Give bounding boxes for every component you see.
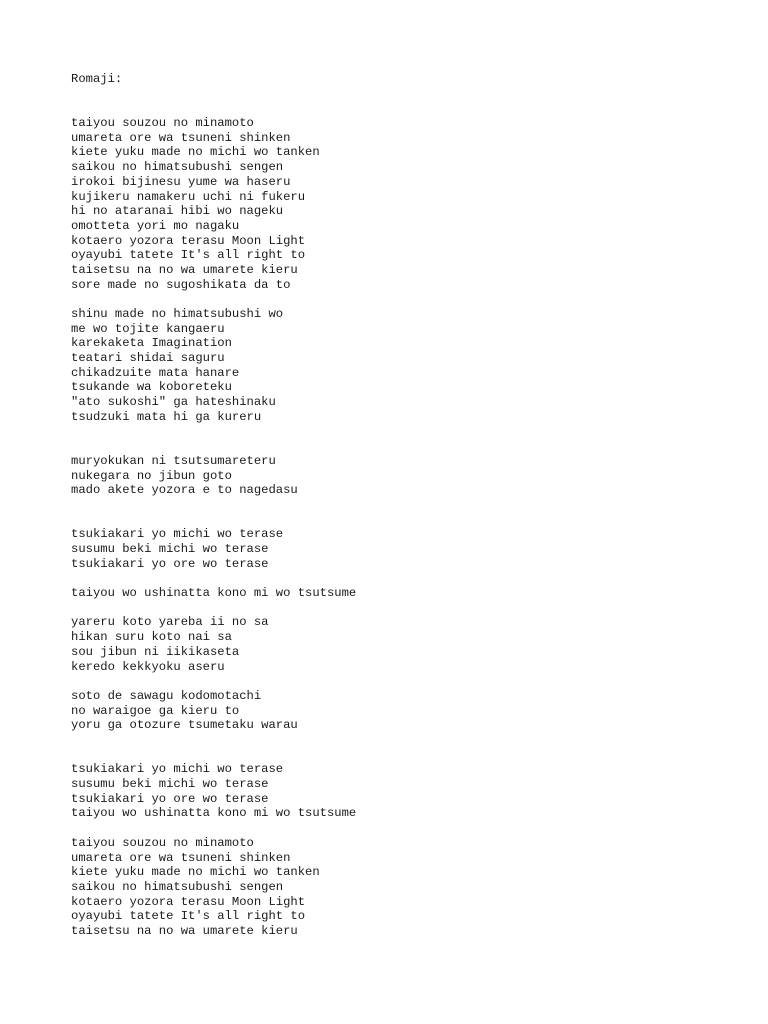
lyric-line: sore made no sugoshikata da to [71,277,291,292]
stanza [71,116,751,292]
lyric-line: saikou no himatsubushi sengen [71,879,284,894]
lyric-line: taiyou souzou no minamoto [71,116,254,131]
stanza [71,762,751,821]
lyric-line: kiete yuku made no michi wo tanken [71,865,320,880]
lyric-line: tsukiakari yo ore wo terase [71,791,269,806]
lyric-line: me wo tojite kangaeru [71,321,225,336]
lyric-line: taiyou souzou no minamoto [71,835,254,850]
lyric-line: shinu made no himatsubushi wo [71,307,284,322]
lyrics-document [71,72,751,939]
stanza [71,615,751,674]
lyric-line: keredo kekkyoku aseru [71,659,225,674]
lyric-line: tsukiakari yo ore wo terase [71,556,269,571]
stanza [71,454,751,498]
lyric-line: tsukande wa koboreteku [71,380,232,395]
lyric-line: taiyou wo ushinatta kono mi wo tsutsume [71,586,357,601]
lyric-line: umareta ore wa tsuneni shinken [71,130,291,145]
lyric-line: sou jibun ni iikikaseta [71,644,240,659]
document-heading: Romaji: [71,72,123,86]
lyric-line: saikou no himatsubushi sengen [71,160,284,175]
lyric-line: kiete yuku made no michi wo tanken [71,145,320,160]
stanza [71,586,751,601]
lyrics-body [71,116,751,939]
lyric-line: yareru koto yareba ii no sa [71,615,269,630]
lyric-line: taiyou wo ushinatta kono mi wo tsutsume [71,806,357,821]
lyric-line: susumu beki michi wo terase [71,542,269,557]
lyric-line: yoru ga otozure tsumetaku warau [71,718,298,733]
lyric-line: oyayubi tatete It's all right to [71,909,306,924]
stanza [71,527,751,571]
lyric-line: tsudzuki mata hi ga kureru [71,409,262,424]
lyric-line: kujikeru namakeru uchi ni fukeru [71,189,306,204]
lyric-line: teatari shidai saguru [71,351,225,366]
lyric-line: tsukiakari yo michi wo terase [71,762,284,777]
stanza [71,307,751,425]
lyric-line: oyayubi tatete It's all right to [71,248,306,263]
lyric-line: susumu beki michi wo terase [71,777,269,792]
lyric-line: kotaero yozora terasu Moon Light [71,894,306,909]
lyric-line: soto de sawagu kodomotachi [71,688,262,703]
lyric-line: taisetsu na no wa umarete kieru [71,923,298,938]
lyric-line: hikan suru koto nai sa [71,630,232,645]
lyric-line: taisetsu na no wa umarete kieru [71,262,298,277]
lyric-line: nukegara no jibun goto [71,468,232,483]
lyric-line: irokoi bijinesu yume wa haseru [71,174,291,189]
lyric-line: muryokukan ni tsutsumareteru [71,453,276,468]
stanza [71,689,751,733]
lyric-line: karekaketa Imagination [71,336,232,351]
lyric-line: kotaero yozora terasu Moon Light [71,233,306,248]
lyric-line: "ato sukoshi" ga hateshinaku [71,395,276,410]
lyric-line: mado akete yozora e to nagedasu [71,483,298,498]
lyric-line: omotteta yori mo nagaku [71,218,240,233]
stanza [71,836,751,939]
lyric-line: hi no ataranai hibi wo nageku [71,204,284,219]
lyric-line: chikadzuite mata hanare [71,365,240,380]
lyric-line: tsukiakari yo michi wo terase [71,527,284,542]
lyric-line: no waraigoe ga kieru to [71,703,240,718]
lyric-line: umareta ore wa tsuneni shinken [71,850,291,865]
